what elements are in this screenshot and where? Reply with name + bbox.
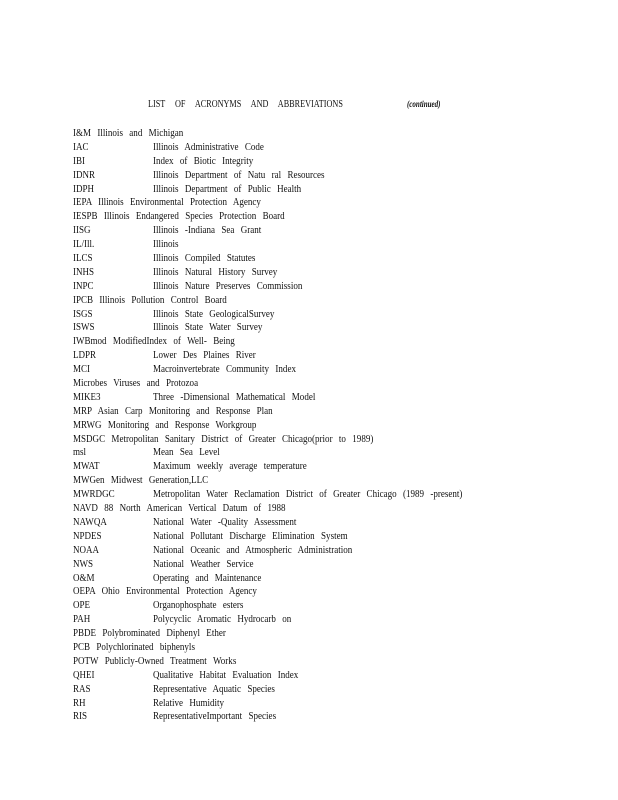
acronym-definition: Polycyclic Aromatic Hydrocarb on	[153, 613, 292, 626]
acronym-term: MWAT	[73, 460, 100, 473]
acronym-term: LDPR	[73, 349, 97, 362]
acronym-term: MRWG Monitoring and Response Workgroup	[73, 418, 257, 431]
acronym-term: RH	[73, 696, 86, 709]
acronym-definition: Illinois Administrative Code	[153, 140, 264, 153]
acronym-term: POTW Publicly-Owned Treatment Works	[73, 654, 237, 667]
acronym-definition: Illinois State Water Survey	[153, 321, 263, 334]
acronym-term: NWS	[73, 557, 94, 570]
acronym-term: NOAA	[73, 543, 100, 556]
acronym-definition: Illinois Department of Public Health	[153, 182, 302, 195]
acronym-term: IISG	[73, 224, 91, 237]
acronym-definition: RepresentativeImportant Species	[153, 710, 277, 723]
acronym-definition: Qualitative Habitat Evaluation Index	[153, 668, 299, 681]
acronym-definition: Three -Dimensional Mathematical Model	[153, 390, 316, 403]
acronym-term: NPDES	[73, 529, 102, 542]
acronym-term: IESPB Illinois Endangered Species Protection Board	[73, 210, 285, 223]
acronym-definition: Relative Humidity	[153, 696, 224, 709]
acronym-definition: Illinois Compiled Statutes	[153, 252, 256, 265]
acronym-term: MIKE3	[73, 390, 101, 403]
heading-title: LIST OF ACRONYMS AND ABBREVIATIONS	[148, 99, 343, 110]
acronym-term: MCI	[73, 363, 91, 376]
acronym-term: ILCS	[73, 252, 93, 265]
acronym-term: IL/Ill.	[73, 238, 95, 251]
acronym-term: OEPA Ohio Environmental Protection Agency	[73, 585, 257, 598]
acronym-definition: National Pollutant Discharge Elimination System	[153, 529, 348, 542]
acronym-definition: Illinois State GeologicalSurvey	[153, 307, 275, 320]
acronym-definition: National Weather Service	[153, 557, 254, 570]
acronym-definition: Illinois	[153, 238, 179, 251]
acronym-term: ISWS	[73, 321, 95, 334]
acronym-definition: Macroinvertebrate Community Index	[153, 363, 296, 376]
acronym-definition: Representative Aquatic Species	[153, 682, 275, 695]
acronym-term: ISGS	[73, 307, 93, 320]
acronym-term: I&M Illinois and Michigan	[73, 127, 184, 139]
acronym-definition: National Oceanic and Atmospheric Administration	[153, 543, 353, 556]
acronym-term: INHS	[73, 265, 95, 278]
acronym-term: MWRDGC	[73, 488, 115, 501]
acronym-term: O&M	[73, 571, 95, 584]
acronym-term: Microbes Viruses and Protozoa	[73, 377, 199, 390]
acronym-term: MSDGC Metropolitan Sanitary District of Greater Chicago(prior to 1989)	[73, 432, 374, 445]
heading-continued: (continued)	[406, 99, 441, 109]
acronym-definition: Illinois Nature Preserves Commission	[153, 279, 303, 292]
acronym-definition: Organophosphate esters	[153, 599, 244, 612]
acronym-definition: Index of Biotic Integrity	[153, 154, 254, 167]
acronym-term: RIS	[73, 710, 88, 723]
acronym-definition: Metropolitan Water Reclamation District of Greater Chicago (1989 -present)	[153, 488, 463, 501]
acronym-definition: Illinois Department of Natu ral Resources	[153, 168, 325, 181]
acronym-term: PAH	[73, 613, 91, 626]
acronym-definition: Operating and Maintenance	[153, 571, 262, 584]
page-heading	[148, 99, 441, 110]
acronym-definition: Illinois Natural History Survey	[153, 265, 278, 278]
acronym-term: IDPH	[73, 182, 95, 195]
acronym-term: RAS	[73, 682, 91, 695]
acronym-definition: Mean Sea Level	[153, 446, 220, 459]
acronym-term: IEPA Illinois Environmental Protection Agency	[73, 196, 261, 209]
acronym-definition: Lower Des Plaines River	[153, 349, 256, 362]
acronym-term: MRP Asian Carp Monitoring and Response Plan	[73, 404, 273, 417]
acronym-term: INPC	[73, 279, 94, 292]
acronym-term: NAWQA	[73, 515, 107, 528]
acronym-term: NAVD 88 North American Vertical Datum of 1988	[73, 502, 286, 515]
acronym-term: QHEI	[73, 668, 95, 681]
acronym-term: PBDE Polybrominated Diphenyl Ether	[73, 627, 226, 640]
acronym-term: msl	[73, 446, 87, 459]
acronym-term: PCB Polychlorinated biphenyls	[73, 640, 195, 653]
acronym-definition: National Water -Quality Assessment	[153, 515, 297, 528]
acronym-definition: Maximum weekly average temperature	[153, 460, 307, 473]
acronym-definition: Illinois -Indiana Sea Grant	[153, 224, 262, 237]
acronym-term: MWGen Midwest Generation,LLC	[73, 474, 209, 487]
acronym-term: IWBmod ModifiedIndex of Well- Being	[73, 335, 235, 348]
acronym-term: IPCB Illinois Pollution Control Board	[73, 293, 227, 306]
acronym-term: IAC	[73, 140, 89, 153]
acronym-term: IBI	[73, 154, 86, 167]
acronym-term: IDNR	[73, 168, 96, 181]
acronym-term: OPE	[73, 599, 91, 612]
